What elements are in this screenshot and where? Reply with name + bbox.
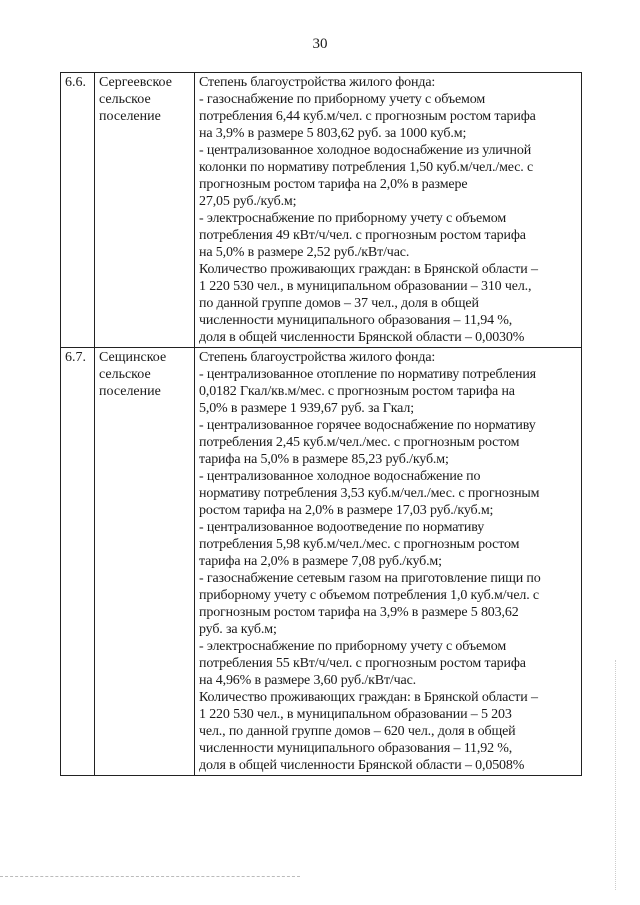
description-line: численности муниципального образования – 11,92 %, xyxy=(199,741,513,756)
description-line: на 3,9% в размере 5 803,62 руб. за 1000 куб.м; xyxy=(199,126,467,141)
table-row xyxy=(61,348,582,776)
settlement-name-line: Сещинское xyxy=(99,350,167,365)
description-line: потребления 49 кВт/ч/чел. с прогнозным ростом тарифа xyxy=(199,228,526,243)
scan-artifact-line xyxy=(0,876,300,877)
description-line: численности муниципального образования – 11,94 %, xyxy=(199,313,513,328)
description-line: - газоснабжение по приборному учету с объемом xyxy=(199,92,486,107)
description-line: 1 220 530 чел., в муниципальном образовании – 5 203 xyxy=(199,707,512,722)
scan-artifact-line xyxy=(615,660,616,890)
description-line: - централизованное отопление по нормативу потребления xyxy=(199,367,536,382)
description-line: потребления 55 кВт/ч/чел. с прогнозным ростом тарифа xyxy=(199,656,526,671)
description-line: Степень благоустройства жилого фонда: xyxy=(199,350,436,365)
row-number-cell: 6.7. xyxy=(61,348,95,776)
description-line: - централизованное горячее водоснабжение по нормативу xyxy=(199,418,536,433)
description-line: - централизованное водоотведение по нормативу xyxy=(199,520,485,535)
settlement-name-line: сельское xyxy=(99,367,151,382)
description-cell xyxy=(195,73,582,348)
description-line: потребления 6,44 куб.м/чел. с прогнозным ростом тарифа xyxy=(199,109,536,124)
tariff-table xyxy=(60,72,582,776)
description-line: тарифа на 2,0% в размере 7,08 руб./куб.м; xyxy=(199,554,442,569)
description-line: - электроснабжение по приборному учету с объемом xyxy=(199,639,507,654)
description-line: потребления 5,98 куб.м/чел./мес. с прогнозным ростом xyxy=(199,537,520,552)
settlement-name-line: поселение xyxy=(99,384,161,399)
settlement-name-cell xyxy=(95,73,195,348)
description-line: доля в общей численности Брянской области – 0,0508% xyxy=(199,758,525,773)
description-line: - централизованное холодное водоснабжение по xyxy=(199,469,481,484)
row-number-cell: 6.6. xyxy=(61,73,95,348)
settlement-name-line: поселение xyxy=(99,109,161,124)
settlement-name-line: Сергеевское xyxy=(99,75,172,90)
description-line: - газоснабжение сетевым газом на приготовление пищи по xyxy=(199,571,541,586)
description-line: на 4,96% в размере 3,60 руб./кВт/час. xyxy=(199,673,417,688)
description-line: 1 220 530 чел., в муниципальном образовании – 310 чел., xyxy=(199,279,532,294)
description-line: тарифа на 5,0% в размере 85,23 руб./куб.м; xyxy=(199,452,449,467)
description-line: по данной группе домов – 37 чел., доля в общей xyxy=(199,296,479,311)
settlement-name-line: сельское xyxy=(99,92,151,107)
description-line: прогнозным ростом тарифа на 3,9% в размере 5 803,62 xyxy=(199,605,519,620)
description-line: Количество проживающих граждан: в Брянской области – xyxy=(199,690,538,705)
description-line: колонки по нормативу потребления 1,50 куб.м/чел./мес. с xyxy=(199,160,534,175)
description-line: Количество проживающих граждан: в Брянской области – xyxy=(199,262,538,277)
description-line: чел., по данной группе домов – 620 чел., доля в общей xyxy=(199,724,516,739)
description-line: - электроснабжение по приборному учету с объемом xyxy=(199,211,507,226)
description-line: приборному учету с объемом потребления 1,0 куб.м/чел. с xyxy=(199,588,539,603)
description-line: прогнозным ростом тарифа на 2,0% в размере xyxy=(199,177,468,192)
description-line: руб. за куб.м; xyxy=(199,622,277,637)
description-cell xyxy=(195,348,582,776)
description-line: 0,0182 Гкал/кв.м/мес. с прогнозным ростом тарифа на xyxy=(199,384,515,399)
table-row xyxy=(61,73,582,348)
description-line: нормативу потребления 3,53 куб.м/чел./мес. с прогнозным xyxy=(199,486,540,501)
description-line: 5,0% в размере 1 939,67 руб. за Гкал; xyxy=(199,401,414,416)
description-line: Степень благоустройства жилого фонда: xyxy=(199,75,436,90)
description-line: - централизованное холодное водоснабжение из уличной xyxy=(199,143,532,158)
description-line: ростом тарифа на 2,0% в размере 17,03 руб./куб.м; xyxy=(199,503,494,518)
settlement-name-cell xyxy=(95,348,195,776)
description-line: на 5,0% в размере 2,52 руб./кВт/час. xyxy=(199,245,410,260)
page-number: 30 xyxy=(312,36,328,52)
description-line: 27,05 руб./куб.м; xyxy=(199,194,297,209)
description-line: доля в общей численности Брянской области – 0,0030% xyxy=(199,330,525,345)
description-line: потребления 2,45 куб.м/чел./мес. с прогнозным ростом xyxy=(199,435,520,450)
